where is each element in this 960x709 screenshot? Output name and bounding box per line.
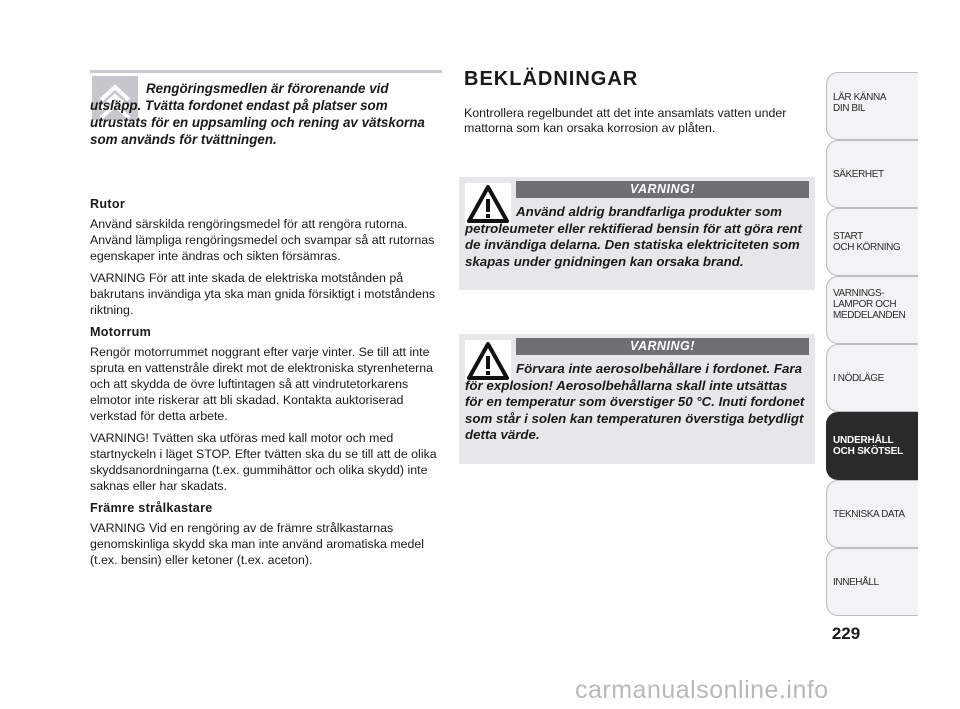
tab-tekniska-data[interactable] (826, 480, 918, 548)
tab-label: LÄR KÄNNA DIN BIL (833, 92, 887, 114)
tab-label: I NÖDLÄGE (833, 373, 884, 384)
watermark: carmanualsonline.info (575, 676, 829, 704)
paragraph: VARNING För att inte skada de elektriska motstånden på bakrutans invändiga yta ska man gnida försiktigt i motståndens riktning. (90, 271, 436, 317)
warning-box (459, 177, 815, 290)
tab-lar-kanna-din-bil[interactable] (826, 72, 918, 140)
cleaning-instructions (90, 196, 445, 574)
tab-label: TEKNISKA DATA (833, 509, 905, 520)
paragraph: Rengör motorrummet noggrant efter varje vinter. Se till att inte spruta en vattenstråle direkt mot de elektroniska styrenheterna och att skydda de övre luftintagen så att vindrutetorkarens elmotor inte riskerar att bli skadad. Kontakta auktoriserad verkstad för detta arbete. (90, 345, 433, 423)
tab-label: UNDERHÅLL OCH SKÖTSEL (833, 435, 904, 457)
warning-label: VARNING! (516, 338, 809, 355)
section-heading-stralkastare: Främre strålkastare (90, 501, 213, 515)
tab-varningslampor[interactable] (826, 276, 918, 344)
section-divider (90, 70, 442, 73)
tab-label: VARNINGS- LAMPOR OCH MEDDELANDEN (833, 288, 906, 321)
paragraph: Använd särskilda rengöringsmedel för att rengöra rutorna. Använd lämpliga rengöringsmedel och svampar så att rutornas egenskaper inte ändras och sikten försämras. (90, 217, 435, 263)
section-heading-motorrum: Motorrum (90, 325, 152, 339)
tab-underhall-och-skotsel[interactable] (826, 412, 918, 480)
tab-label: START OCH KÖRNING (833, 231, 901, 253)
tab-start-och-korning[interactable] (826, 208, 918, 276)
warning-box (459, 334, 815, 464)
warning-label: VARNING! (516, 181, 809, 198)
section-heading-rutor: Rutor (90, 197, 126, 211)
environment-note: Rengöringsmedlen är förorenande vid utsläpp. Tvätta fordonet endast på platser som utrustats för en uppsamling och rening av vätskorna som används för tvättningen. (90, 81, 425, 147)
warning-text: Förvara inte aerosolbehållare i fordonet. Fara för explosion! Aerosolbehållarna skall inte utsättas för en temperatur som överstiger 50 °C. Inuti fordonet som står i solen kan temperaturen överstiga betydligt detta värde. (465, 361, 805, 442)
tab-sakerhet[interactable] (826, 140, 918, 208)
page-title: BEKLÄDNINGAR (464, 68, 639, 90)
tab-i-nodlage[interactable] (826, 344, 918, 412)
paragraph: VARNING Vid en rengöring av de främre strålkastarnas genomskinliga skydd ska man inte använd aromatiska medel (t.ex. bensin) eller ketoner (t.ex. aceton). (90, 521, 425, 567)
intro-text: Kontrollera regelbundet att det inte ansamlats vatten under mattorna som kan orsaka korrosion av plåten. (464, 106, 787, 135)
paragraph: VARNING! Tvätten ska utföras med kall motor och med startnyckeln i läget STOP. Efter tvätten ska du se till att de olika skyddsanordningarna (t.ex. gummihättor och olika skydd) inte saknas eller har skadats. (90, 431, 437, 493)
page-number: 229 (831, 624, 861, 643)
tab-label: INNEHÅLL (833, 577, 879, 588)
warning-text: Använd aldrig brandfarliga produkter som petroleumeter eller rektifierad bensin för att göra rent de invändiga delarna. Den statiska elektriciteten som skapas under gnidningen kan orsaka brand. (465, 204, 802, 269)
tab-label: SÄKERHET (833, 169, 884, 180)
tab-innehall[interactable] (826, 548, 918, 616)
